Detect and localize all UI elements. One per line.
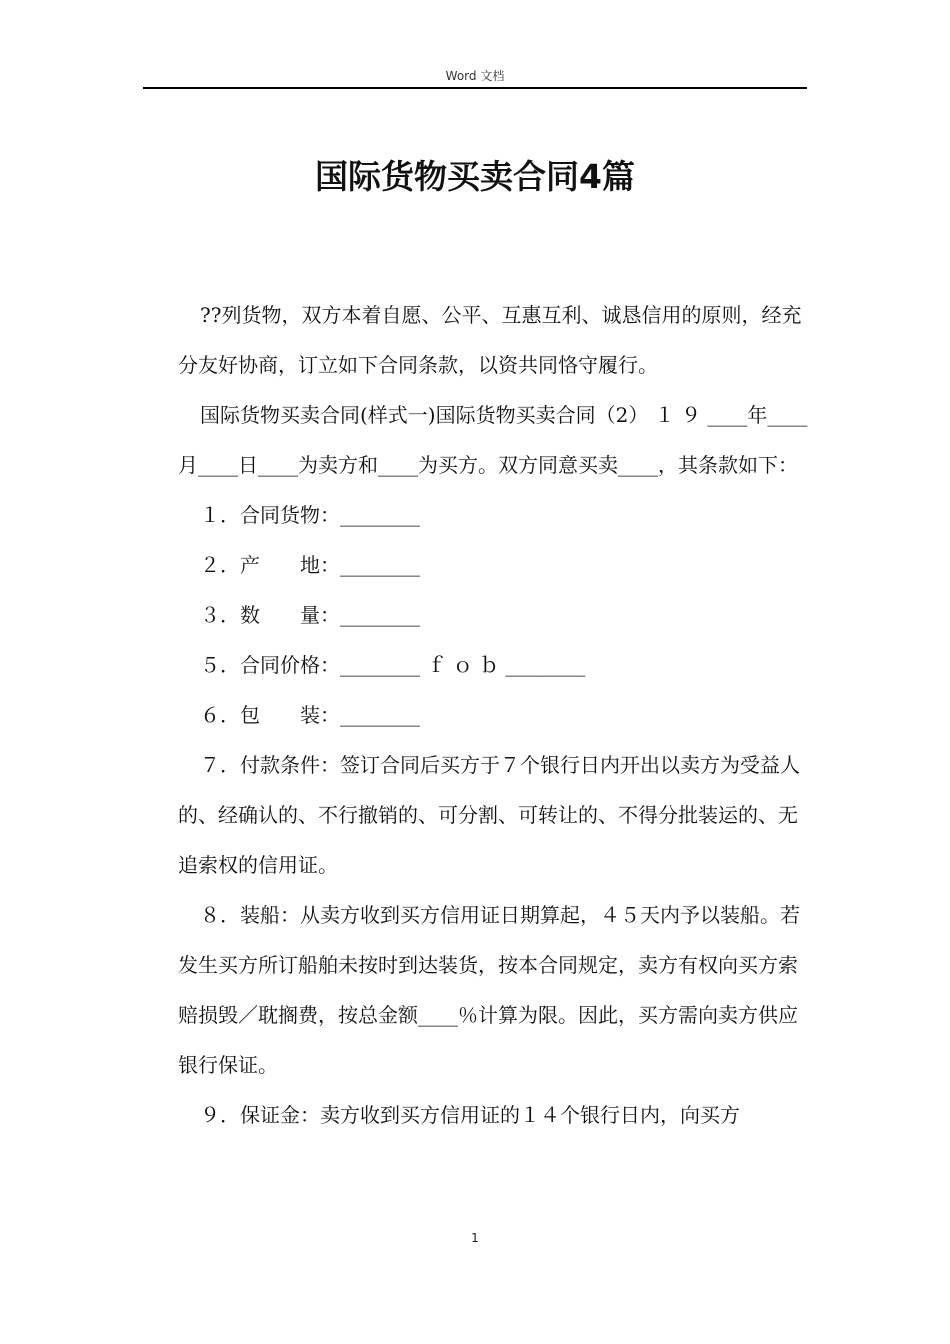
- paragraph-contract-parties: 国际货物买卖合同(样式一)国际货物买卖合同（2） １ ９ ____年____月____日____为卖方和____为买方。双方同意买卖____，其条款如下：: [178, 403, 808, 477]
- clause-goods: １．合同货物：________: [200, 503, 420, 527]
- page-number: 1: [471, 1231, 479, 1245]
- clause-origin: ２．产 地：________: [200, 553, 420, 577]
- clause-deposit: ９．保证金：卖方收到买方信用证的１４个银行日内，向买方: [200, 1103, 740, 1127]
- header-divider: [143, 87, 807, 89]
- clause-payment: ７．付款条件：签订合同后买方于７个银行日内开出以卖方为受益人的、经确认的、不行撤销的、可分割、可转让的、不得分批装运的、无追索权的信用证。: [178, 753, 800, 877]
- clause-price: ５．合同价格：________ ｆ ｏ ｂ ________: [200, 653, 586, 677]
- clause-shipment: ８．装船：从卖方收到买方信用证日期算起，４５天内予以装船。若发生买方所订船舶未按时到达装货，按本合同规定，卖方有权向买方索赔损毁／耽搁费，按总金额____％计算为限。因此，买方需向卖方供应银行保证。: [178, 903, 800, 1077]
- page-header-label: Word 文档: [445, 69, 505, 83]
- clause-quantity: ３．数 量：________: [200, 603, 420, 627]
- document-title: 国际货物买卖合同4篇: [315, 157, 635, 196]
- paragraph-intro: ??列货物，双方本着自愿、公平、互惠互利、诚恳信用的原则，经充分友好协商，订立如下合同条款，以资共同恪守履行。: [178, 303, 802, 377]
- clause-packing: ６．包 装：________: [200, 703, 420, 727]
- document-body: [178, 290, 808, 1140]
